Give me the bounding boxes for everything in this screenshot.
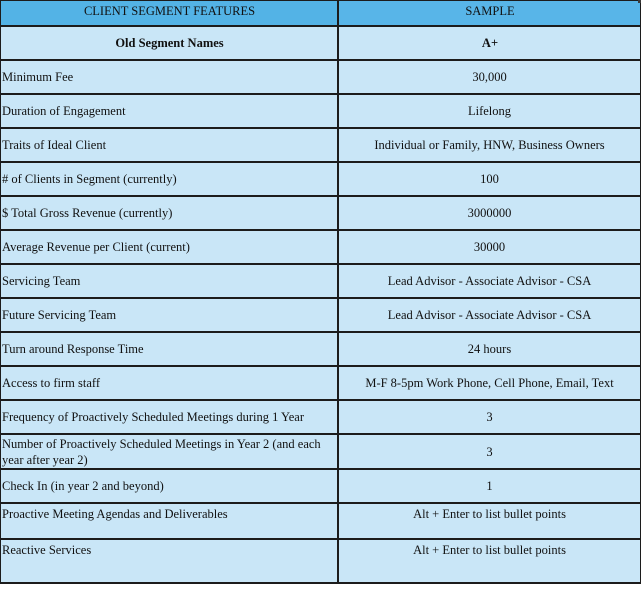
value-cell[interactable]: 30000: [338, 230, 641, 264]
feature-cell[interactable]: Reactive Services: [0, 539, 338, 583]
feature-cell[interactable]: Average Revenue per Client (current): [0, 230, 338, 264]
feature-cell[interactable]: Number of Proactively Scheduled Meetings in Year 2 (and each year after year 2): [0, 434, 338, 469]
feature-cell[interactable]: Servicing Team: [0, 264, 338, 298]
feature-cell[interactable]: Turn around Response Time: [0, 332, 338, 366]
table-row: [0, 539, 641, 583]
value-cell[interactable]: Lead Advisor - Associate Advisor - CSA: [338, 298, 641, 332]
value-cell[interactable]: 30,000: [338, 60, 641, 94]
header-row: [0, 0, 641, 26]
value-cell[interactable]: Lead Advisor - Associate Advisor - CSA: [338, 264, 641, 298]
feature-cell[interactable]: Check In (in year 2 and beyond): [0, 469, 338, 503]
feature-cell[interactable]: Minimum Fee: [0, 60, 338, 94]
table-row: [0, 434, 641, 469]
table-row: [0, 196, 641, 230]
value-cell[interactable]: 3: [338, 400, 641, 434]
table-row: [0, 128, 641, 162]
value-cell[interactable]: 1: [338, 469, 641, 503]
value-cell[interactable]: Individual or Family, HNW, Business Owners: [338, 128, 641, 162]
feature-cell[interactable]: Future Servicing Team: [0, 298, 338, 332]
table-row: [0, 332, 641, 366]
table-row: [0, 298, 641, 332]
table-row: [0, 94, 641, 128]
value-cell[interactable]: M-F 8-5pm Work Phone, Cell Phone, Email, Text: [338, 366, 641, 400]
value-cell[interactable]: 24 hours: [338, 332, 641, 366]
value-cell[interactable]: 3: [338, 434, 641, 469]
feature-cell[interactable]: # of Clients in Segment (currently): [0, 162, 338, 196]
table-row: [0, 503, 641, 539]
table-row: [0, 400, 641, 434]
feature-cell[interactable]: Traits of Ideal Client: [0, 128, 338, 162]
table-row: [0, 162, 641, 196]
feature-cell[interactable]: Proactive Meeting Agendas and Deliverables: [0, 503, 338, 539]
subheader-cell-segment-value[interactable]: A+: [338, 26, 641, 60]
feature-cell[interactable]: Access to firm staff: [0, 366, 338, 400]
subheader-cell-segment-names[interactable]: Old Segment Names: [0, 26, 338, 60]
table-row: [0, 469, 641, 503]
table-row: [0, 60, 641, 94]
value-cell[interactable]: Lifelong: [338, 94, 641, 128]
header-cell-sample[interactable]: SAMPLE: [338, 0, 641, 26]
feature-cell[interactable]: Duration of Engagement: [0, 94, 338, 128]
table-row: [0, 230, 641, 264]
header-cell-features[interactable]: CLIENT SEGMENT FEATURES: [0, 0, 338, 26]
value-cell[interactable]: Alt + Enter to list bullet points: [338, 539, 641, 583]
value-cell[interactable]: 3000000: [338, 196, 641, 230]
feature-cell[interactable]: $ Total Gross Revenue (currently): [0, 196, 338, 230]
table-row: [0, 366, 641, 400]
table-row: [0, 264, 641, 298]
subheader-row: [0, 26, 641, 60]
value-cell[interactable]: Alt + Enter to list bullet points: [338, 503, 641, 539]
feature-cell[interactable]: Frequency of Proactively Scheduled Meetings during 1 Year: [0, 400, 338, 434]
value-cell[interactable]: 100: [338, 162, 641, 196]
